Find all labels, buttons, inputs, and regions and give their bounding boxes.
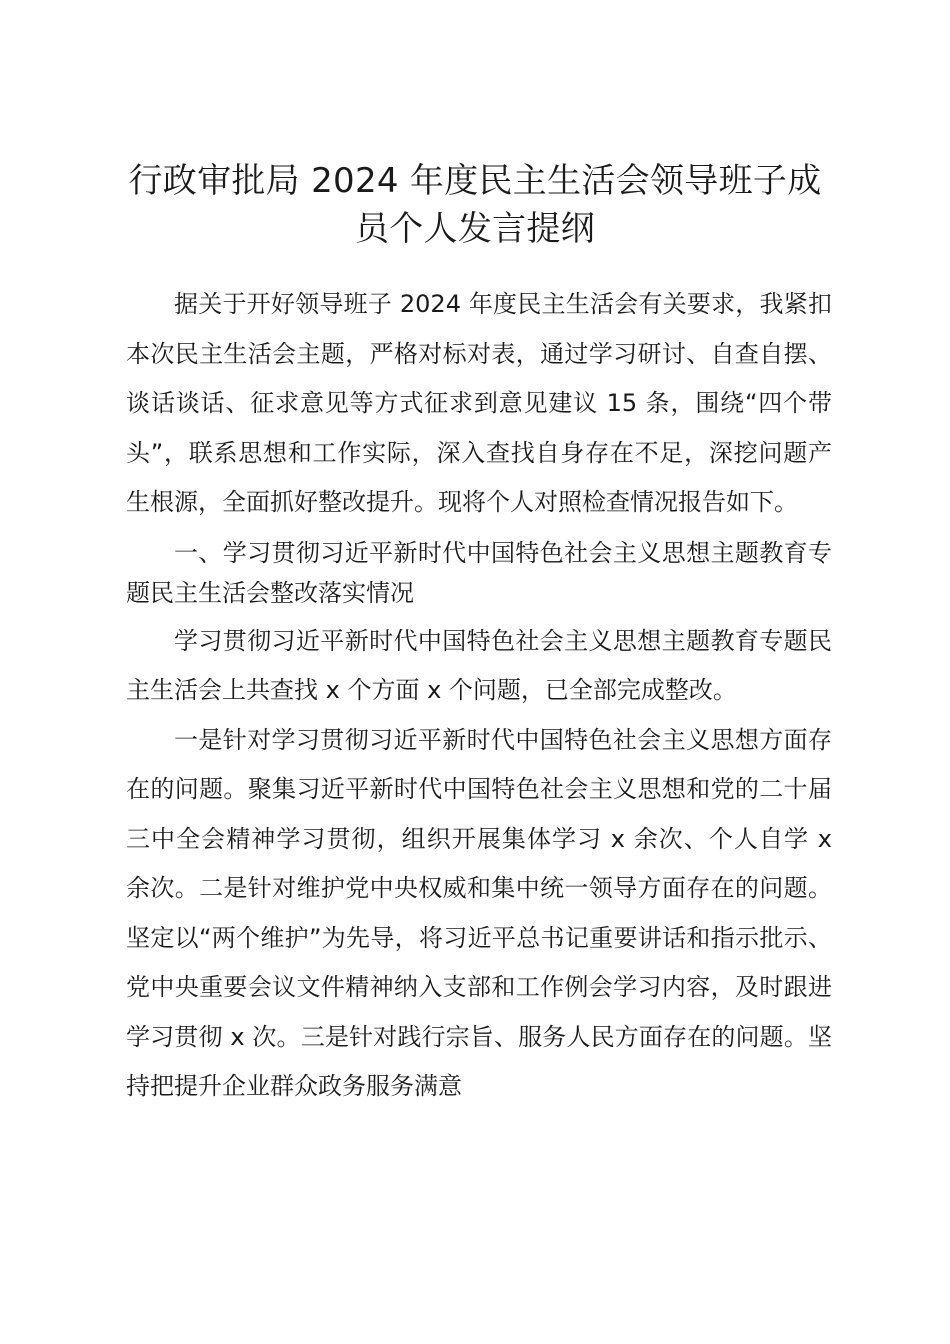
section-heading-1: 一、学习贯彻习近平新时代中国特色社会主义思想主题教育专题民主生活会整改落实情况 bbox=[126, 538, 832, 607]
document-body bbox=[126, 280, 832, 1112]
intro-paragraph: 据关于开好领导班子 2024 年度民主生活会有关要求，我紧扣本次民主生活会主题，严格对标对表，通过学习研讨、自查自摆、谈话谈话、征求意见等方式征求到意见建议 15 条，围绕“四个带头”，联系思想和工作实际，深入查找自身存在不足，深挖问题产生根源，全面抓好整改提升。现将个人对照检查情况报告如下。 bbox=[126, 290, 832, 516]
summary-paragraph: 学习贯彻习近平新时代中国特色社会主义思想主题教育专题民主生活会上共查找 x 个方面 x 个问题，已全部完成整改。 bbox=[126, 626, 832, 704]
detail-paragraph: 一是针对学习贯彻习近平新时代中国特色社会主义思想方面存在的问题。聚集习近平新时代中国特色社会主义思想和党的二十届三中全会精神学习贯彻，组织开展集体学习 x 余次、个人自学 x 余次。二是针对维护党中央权威和集中统一领导方面存在的问题。坚定以“两个维护”为先导，将习近平总书记重要讲话和指示批示、党中央重要会议文件精神纳入支部和工作例会学习内容，及时跟进学习贯彻 x 次。三是针对践行宗旨、服务人民方面存在的问题。坚持把提升企业群众政务服务满意 bbox=[126, 725, 832, 1100]
document-title: 行政审批局 2024 年度民主生活会领导班子成员个人发言提纲 bbox=[128, 161, 822, 249]
